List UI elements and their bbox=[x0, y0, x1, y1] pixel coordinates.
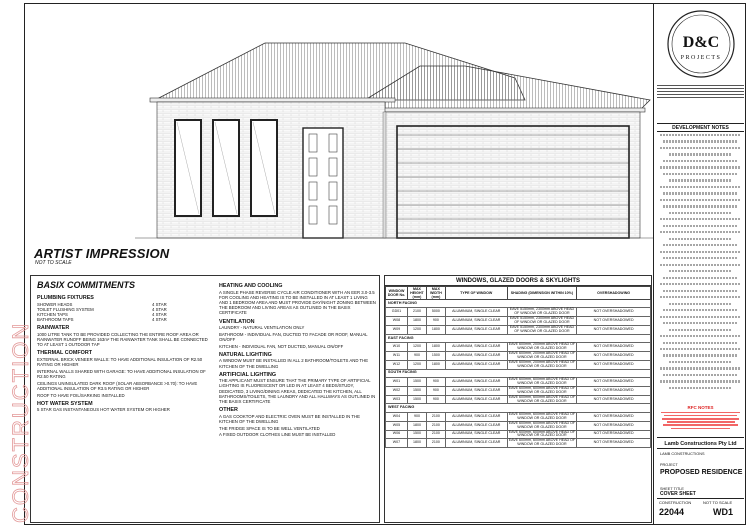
column-header: TYPE OF WINDOW bbox=[445, 287, 507, 300]
column-header: SHADING (DIMENSION WITHIN 10%) bbox=[507, 287, 577, 300]
table-cell: W09 bbox=[386, 326, 408, 335]
basix-left-column bbox=[37, 292, 212, 414]
table-cell: 2100 bbox=[426, 430, 445, 439]
logo-text: D&C bbox=[682, 34, 720, 51]
table-cell: NOT OVERSHADOWED bbox=[577, 378, 651, 387]
group-label: SOUTH FACING bbox=[386, 369, 651, 377]
table-cell: 900 bbox=[426, 317, 445, 326]
artist-impression-subtitle: NOT TO SCALE bbox=[35, 260, 72, 266]
table-cell: W12 bbox=[386, 360, 408, 369]
table-cell: ALUMINIUM, SINGLE CLEAR bbox=[445, 352, 507, 361]
table-cell: EAVE 600mm, 600mm ABOVE HEAD OF WINDOW OR GLAZED DOOR bbox=[508, 411, 576, 420]
table-cell: 1800 bbox=[426, 326, 445, 335]
table-row bbox=[386, 326, 651, 335]
plumbing-value: 4 STAR bbox=[152, 311, 167, 317]
table-row bbox=[386, 386, 651, 395]
watermark-text: CONSTRUCTION bbox=[8, 321, 33, 523]
table-cell: 1800 bbox=[426, 343, 445, 352]
heating-heading: HEATING AND COOLING bbox=[219, 283, 283, 289]
title-block bbox=[653, 3, 746, 525]
other-text: THE FRIDGE SPACE IS TO BE WELL VENTILATED bbox=[219, 425, 320, 431]
table-row bbox=[386, 412, 651, 421]
table-cell: EAVE 5150mm, 2300mm ABOVE HEAD OF WINDOW OR GLAZED DOOR bbox=[507, 326, 577, 335]
logo-subtext: PROJECTS bbox=[680, 55, 722, 61]
table-cell: W02 bbox=[386, 386, 408, 395]
ventilation-heading: VENTILATION bbox=[219, 318, 255, 325]
table-cell: ALUMINIUM, SINGLE CLEAR bbox=[445, 343, 507, 352]
table-cell: 1500 bbox=[407, 430, 426, 439]
plumbing-item bbox=[37, 317, 212, 322]
table-cell: EAVE 5150mm, 2300mm ABOVE HEAD OF WINDOW OR GLAZED DOOR bbox=[507, 308, 577, 317]
ventilation-text: LAUNDRY - NATURAL VENTILATION ONLY bbox=[219, 325, 305, 331]
table-cell: ALUMINIUM, SINGLE CLEAR bbox=[445, 326, 507, 335]
table-cell: W05 bbox=[386, 421, 408, 430]
table-cell: 1500 bbox=[407, 395, 426, 404]
table-cell: 900 bbox=[407, 412, 426, 421]
table-row bbox=[386, 421, 651, 430]
table-cell: 1200 bbox=[407, 360, 426, 369]
table-cell: EAVE 600mm, 600mm ABOVE HEAD OF WINDOW OR GLAZED DOOR bbox=[508, 429, 576, 438]
table-cell: NOT OVERSHADOWED bbox=[577, 343, 651, 352]
table-cell: 1800 bbox=[407, 439, 426, 448]
table-cell: EAVE 600mm, 600mm ABOVE HEAD OF WINDOW OR GLAZED DOOR bbox=[508, 420, 576, 429]
table-row bbox=[386, 395, 651, 404]
hotwater-heading: HOT WATER SYSTEM bbox=[37, 400, 93, 407]
heating-text: A SINGLE PHASE REVERSE CYCLE AIR CONDITIONER WITH AN EER 3.0-3.5 FOR COOLING AND HEATING IS TO BE INSTALLED IN AT LEAST 1 LIVING AND 1 BEDROOM AREA AND MUST PROVIDE DAY/NIGHT ZONING BETWEEN THE BEDROOM AND LIVING AREAS AS OUTLINED IN THE BASIX CERTIFICATE bbox=[219, 289, 376, 316]
plumbing-label: SHOWER HEADS bbox=[37, 301, 73, 307]
table-cell: W04 bbox=[386, 412, 408, 421]
drawing-info bbox=[657, 498, 744, 525]
table-cell: ALUMINIUM, SINGLE CLEAR bbox=[445, 430, 507, 439]
rfc-notes-heading: RFC NOTES bbox=[687, 405, 714, 410]
ventilation-text: KITCHEN - INDIVIDUAL FAN, NOT DUCTED, MANUAL ON/OFF bbox=[219, 343, 344, 349]
table-cell: ALUMINIUM, SINGLE CLEAR bbox=[445, 395, 507, 404]
table-cell: ALUMINIUM, SINGLE CLEAR bbox=[445, 360, 507, 369]
table-cell: 900 bbox=[426, 378, 445, 387]
artificial-text: THE APPLICANT MUST ENSURE THAT THE PRIMARY TYPE OF ARTIFICIAL LIGHTING IS FLUORESCENT OR LED IN AT LEAST 4 BEDS/STUDY, DEDICATED, 3 LIVING/DINING AREAS, DEDICATED THE KITCHEN, ALL BATHROOMS/TOILETS, THE LAUNDRY AND ALL HALLWAYS AS OUTLINED IN THE BASIX CERTIFICATE bbox=[219, 378, 376, 405]
table-cell: ALUMINIUM, SINGLE CLEAR bbox=[445, 308, 507, 317]
rainwater-text: 1000 LITRE TANK TO BE PROVIDED COLLECTING THE ENTIRE ROOF AREA OR RAINWATER RUNOFF BEING 163m² THE RAINWATER TANK SHALL BE CONNECTED TO AT LEAST 1 OUTDOOR TAP bbox=[37, 331, 208, 348]
group-label: NORTH FACING bbox=[386, 300, 651, 308]
table-cell: NOT OVERSHADOWED bbox=[577, 308, 651, 317]
plumbing-value: 4 STAR bbox=[152, 306, 167, 312]
table-cell: 900 bbox=[426, 395, 445, 404]
group-label: WEST FACING bbox=[386, 404, 651, 412]
table-cell: 1200 bbox=[407, 326, 426, 335]
rfc-notes bbox=[658, 405, 743, 435]
revision-table bbox=[657, 83, 744, 99]
window-schedule-table bbox=[385, 286, 651, 448]
table-cell: 2100 bbox=[426, 439, 445, 448]
table-cell: W01 bbox=[386, 378, 408, 387]
table-row bbox=[386, 360, 651, 369]
plumbing-value: 4 STAR bbox=[152, 301, 167, 307]
table-cell: EAVE 600mm, 600mm ABOVE HEAD OF WINDOW OR GLAZED DOOR bbox=[508, 438, 576, 447]
table-cell: W10 bbox=[386, 343, 408, 352]
basix-heading: BASIX COMMITMENTS bbox=[37, 280, 135, 290]
lighting-heading: NATURAL LIGHTING bbox=[219, 351, 272, 358]
other-heading: OTHER bbox=[219, 407, 238, 414]
project-label: PROJECT bbox=[660, 463, 678, 467]
development-notes-text bbox=[658, 134, 743, 404]
development-notes-heading: DEVELOPMENT NOTES bbox=[657, 123, 744, 132]
table-cell: W06 bbox=[386, 430, 408, 439]
column-header: OVERSHADOWING bbox=[577, 287, 651, 300]
artist-impression-title: ARTIST IMPRESSION bbox=[34, 246, 170, 261]
table-row bbox=[386, 439, 651, 448]
ventilation-text: BATHROOM - INDIVIDUAL FAN, DUCTED TO FACADE OR ROOF, MANUAL ON/OFF bbox=[219, 331, 368, 342]
column-header: MAX HEIGHT (mm) bbox=[407, 287, 426, 300]
table-cell: ALUMINIUM, SINGLE CLEAR bbox=[445, 386, 507, 395]
table-cell: NOT OVERSHADOWED bbox=[577, 412, 651, 421]
table-cell: ALUMINIUM, SINGLE CLEAR bbox=[445, 412, 507, 421]
table-cell: EAVE 600mm, 200mm ABOVE HEAD OF WINDOW OR GLAZED DOOR bbox=[508, 359, 576, 368]
builder-name: LAMB CONSTRUCTIONS bbox=[660, 452, 705, 456]
hotwater-text: 5 STAR GAS INSTANTANEOUS HOT WATER SYSTEM OR HIGHER bbox=[37, 407, 170, 413]
column-header: WINDOW DOOR No. bbox=[386, 287, 408, 300]
table-cell: W08 bbox=[386, 317, 408, 326]
table-cell: EAVE 600mm, 200mm ABOVE HEAD OF WINDOW OR GLAZED DOOR bbox=[508, 342, 576, 351]
thermal-heading: THERMAL COMFORT bbox=[37, 350, 92, 357]
table-cell: 1200 bbox=[407, 343, 426, 352]
other-text: A GAS COOKTOP AND ELECTRIC OVEN MUST BE INSTALLED IN THE KITCHEN OF THE DWELLING bbox=[219, 413, 360, 424]
table-cell: 1800 bbox=[407, 421, 426, 430]
table-cell: 1500 bbox=[426, 352, 445, 361]
project-title: PROPOSED RESIDENCE bbox=[660, 469, 743, 476]
sheet-title-label: SHEET TITLE bbox=[660, 487, 684, 491]
table-cell: 1500 bbox=[407, 378, 426, 387]
company-logo bbox=[666, 9, 736, 79]
table-cell: ALUMINIUM, SINGLE CLEAR bbox=[445, 317, 507, 326]
basix-commitments-panel bbox=[30, 275, 380, 523]
plumbing-value: 4 STAR bbox=[152, 317, 167, 323]
table-cell: W07 bbox=[386, 439, 408, 448]
plumbing-label: KITCHEN TAPS bbox=[37, 311, 68, 317]
table-cell: 2100 bbox=[426, 412, 445, 421]
table-cell: EAVE 5150mm, 2300mm ABOVE HEAD OF WINDOW OR GLAZED DOOR bbox=[507, 317, 577, 326]
table-cell: 900 bbox=[426, 386, 445, 395]
table-cell: EAVE 600mm, 200mm ABOVE HEAD OF WINDOW OR GLAZED DOOR bbox=[508, 351, 576, 359]
table-cell: 1500 bbox=[407, 386, 426, 395]
plumbing-heading: PLUMBING FIXTURES bbox=[37, 295, 94, 301]
table-cell: NOT OVERSHADOWED bbox=[577, 430, 651, 439]
scale-label: NOT TO SCALE bbox=[703, 500, 733, 505]
table-cell: NOT OVERSHADOWED bbox=[577, 360, 651, 369]
plumbing-label: BATHROOM TAPS bbox=[37, 317, 74, 323]
rainwater-heading: RAINWATER bbox=[37, 325, 70, 332]
table-cell: EAVE 600mm, 600mm ABOVE HEAD OF WINDOW OR GLAZED DOOR bbox=[508, 385, 576, 394]
table-cell: ALUMINIUM, SINGLE CLEAR bbox=[445, 439, 507, 448]
artificial-heading: ARTIFICIAL LIGHTING bbox=[219, 371, 277, 378]
table-cell: GD01 bbox=[386, 308, 408, 317]
drawing-number: WD1 bbox=[713, 507, 733, 517]
table-cell: NOT OVERSHADOWED bbox=[577, 386, 651, 395]
table-cell: NOT OVERSHADOWED bbox=[577, 326, 651, 335]
other-text: A FIXED OUTDOOR CLOTHES LINE MUST BE INSTALLED bbox=[219, 432, 336, 438]
thermal-text: INTERNAL WALLS SHARED WITH GARAGE: TO HAVE ADDITIONAL INSULATION OF R2.50 RATING bbox=[37, 368, 206, 380]
table-cell: NOT OVERSHADOWED bbox=[577, 317, 651, 326]
table-cell: 5000 bbox=[426, 308, 445, 317]
plumbing-label: TOILET FLUSHING SYSTEM bbox=[37, 306, 94, 312]
table-cell: NOT OVERSHADOWED bbox=[577, 421, 651, 430]
table-cell: 1800 bbox=[407, 317, 426, 326]
table-cell: EAVE 600mm, 600mm ABOVE HEAD OF WINDOW OR GLAZED DOOR bbox=[508, 377, 576, 385]
table-cell: ALUMINIUM, SINGLE CLEAR bbox=[445, 378, 507, 387]
table-cell: 900 bbox=[407, 352, 426, 361]
table-cell: NOT OVERSHADOWED bbox=[577, 439, 651, 448]
job-number: 22044 bbox=[659, 507, 685, 517]
table-cell: EAVE 600mm, 600mm ABOVE HEAD OF WINDOW OR GLAZED DOOR bbox=[508, 394, 576, 403]
table-cell: NOT OVERSHADOWED bbox=[577, 352, 651, 361]
table-header-row bbox=[386, 287, 651, 300]
client-name: Lamb Constructions Pty Ltd bbox=[657, 437, 744, 449]
thermal-text: CEILINGS UNINSULATED DARK ROOF (SOLAR ABSORBANCE >0.70): TO HAVE ADDITIONAL INSULATION OF R3.5 RATING OR HIGHER bbox=[37, 380, 198, 391]
window-schedule-panel bbox=[384, 275, 652, 523]
table-cell: ALUMINIUM, SINGLE CLEAR bbox=[445, 421, 507, 430]
table-cell: 2100 bbox=[407, 308, 426, 317]
group-label: EAST FACING bbox=[386, 334, 651, 342]
window-schedule-body bbox=[386, 300, 651, 448]
table-cell: NOT OVERSHADOWED bbox=[577, 395, 651, 404]
basix-right-column bbox=[219, 280, 377, 439]
stage-label: CONSTRUCTION bbox=[659, 500, 692, 505]
lighting-text: A WINDOW MUST BE INSTALLED IN ALL 2 BATHROOM/TOILETS AND THE KITCHEN OF THE DWELLING bbox=[219, 358, 369, 369]
table-cell: W11 bbox=[386, 352, 408, 361]
table-cell: 2100 bbox=[426, 421, 445, 430]
table-cell: 1800 bbox=[426, 360, 445, 369]
thermal-text: EXTERNAL BRICK VENEER WALLS: TO HAVE ADDITIONAL INSULATION OF R2.50 RATING OR HIGHER bbox=[37, 356, 203, 368]
thermal-text: ROOF TO HAVE FOIL/SARKING INSTALLED bbox=[37, 392, 125, 398]
house-elevation-render bbox=[135, 38, 653, 243]
window-schedule-title: WINDOWS, GLAZED DOORS & SKYLIGHTS bbox=[385, 276, 651, 286]
column-header: MAX WIDTH (mm) bbox=[426, 287, 445, 300]
table-cell: W03 bbox=[386, 395, 408, 404]
sheet-title: COVER SHEET bbox=[660, 491, 696, 497]
